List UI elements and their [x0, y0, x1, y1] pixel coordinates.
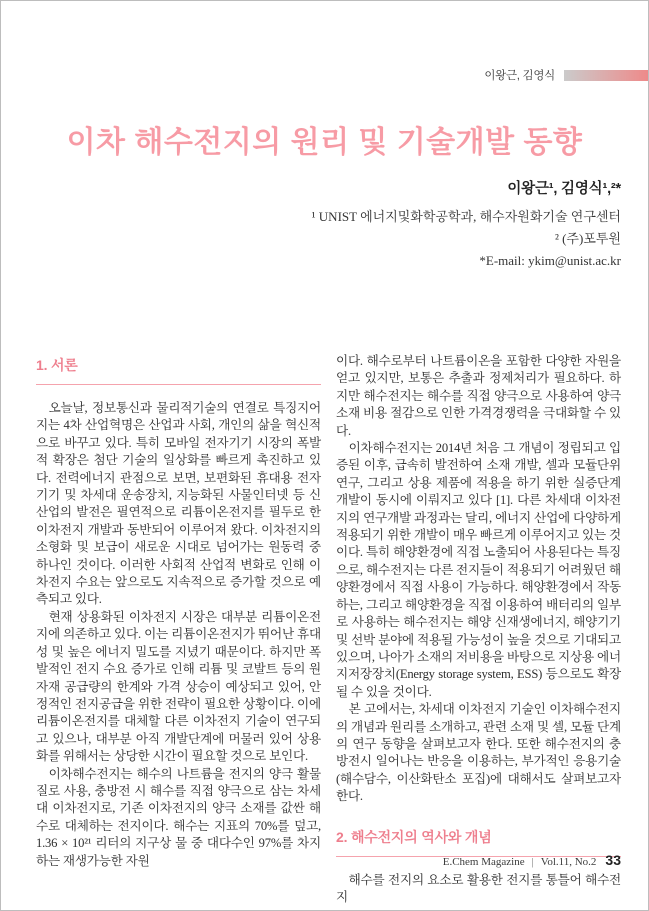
footer-divider: | — [531, 856, 534, 868]
header-accent-bar — [564, 70, 648, 81]
byline-block — [312, 177, 621, 272]
running-head — [484, 67, 648, 83]
body-paragraph-continuation: 이다. 해수로부터 나트륨이온을 포함한 다양한 자원을 얻고 있지만, 보통은 추출과 정제처리가 필요하다. 하지만 해수전지는 해수를 직접 양극으로 사용하여 양극소재 비용 절감으로 인한 가격경쟁력을 극대화할 수 있다. — [336, 354, 621, 438]
section-heading-history: 2. 해수전지의 역사와 개념 — [336, 825, 621, 857]
body-paragraph: 오늘날, 정보통신과 물리적기술의 연결로 특징지어지는 4차 산업혁명은 산업과 사회, 개인의 삶을 혁신적으로 바꾸고 있다. 특히 모바일 전자기기 시장의 폭발적 확장은 첨단 기술의 일상화를 빠르게 촉진하고 있다. 전력에너지 관점으로 보면, 보편화된 휴대용 전자기기 및 차세대 운송장치, 지능화된 사물인터넷 등 신산업의 발전은 필연적으로 리튬이온전지를 필두로 한 이차전지 개발과 동반되어 이루어져 왔다. 이차전지의 소형화 및 보급이 새로운 시대로 넘어가는 원동력 중 하나인 것이다. 이러한 사회적 산업적 변화로 인해 이차전지 수요는 앞으로도 지속적으로 증가할 것으로 예측되고 있다. — [36, 401, 321, 607]
author-names: 이왕근¹, 김영식¹,²* — [507, 181, 621, 197]
left-column — [36, 353, 321, 906]
page-number: 33 — [605, 852, 621, 868]
corresponding-email: *E-mail: ykim@unist.ac.kr — [479, 253, 621, 268]
affiliation-2: ² (주)포투원 — [554, 231, 621, 246]
article-title: 이차 해수전지의 원리 및 기술개발 동향 — [66, 126, 583, 159]
article-body — [36, 353, 621, 906]
body-paragraph: 해수를 전지의 요소로 활용한 전지를 통틀어 해수전지 — [336, 872, 621, 904]
issue-info: Vol.11, No.2 — [540, 856, 597, 868]
body-paragraph: 이차해수전지는 2014년 처음 그 개념이 정립되고 입증된 이후, 급속히 발전하여 소재 개발, 셀과 모듈단위 연구, 그리고 상용 제품에 적용을 하기 위한 실증단계 개발이 동시에 이뤄지고 있다 [1]. 다른 차세대 이차전지의 연구개발 과정과는 달리, 에너지 산업에 다양하게 적용되기 위한 개발이 매우 빠르게 이루어지고 있는 것이다. 특히 해양환경에 직접 노출되어 사용된다는 특징으로, 해수전지는 다른 전지들이 적용되기 어려웠던 해양환경에서 직접 사용이 가능하다. 해양환경에서 작동하는, 그리고 해양환경을 직접 이용하여 배터리의 일부로 사용하는 해수전지는 해양 신재생에너지, 해양기기 및 선박 분야에 적용될 가능성이 높을 것으로 기대되고 있으며, 나아가 소재의 저비용을 바탕으로 지상용 에너지저장장치(Energy storage system, ESS) 등으로도 확장될 수 있을 것이다. — [336, 441, 621, 699]
right-column — [336, 353, 621, 906]
journal-name: E.Chem Magazine — [442, 856, 525, 868]
page-footer — [443, 852, 621, 868]
section-heading-intro: 1. 서론 — [36, 353, 321, 385]
affiliation-1: ¹ UNIST 에너지및화학공학과, 해수자원화기술 연구센터 — [311, 209, 621, 224]
body-paragraph: 본 고에서는, 차세대 이차전지 기술인 이차해수전지의 개념과 원리를 소개하고, 관련 소재 및 셀, 모듈 단계의 연구 동향을 살펴보고자 한다. 또한 해수전지의 충방전시 일어나는 반응을 이용하는, 부가적인 응용기술(해수담수, 이산화탄소 포집)에 대해서도 살펴보고자 한다. — [336, 702, 621, 804]
body-paragraph: 현재 상용화된 이차전지 시장은 대부분 리튬이온전지에 의존하고 있다. 이는 리튬이온전지가 뛰어난 휴대성 및 높은 에너지 밀도를 지녔기 때문이다. 하지만 폭발적인 전지 수요 증가로 인해 리튬 및 코발트 등의 원자재 공급량의 한계와 가격 상승이 예상되고 있어, 안정적인 전지공급을 위한 전략이 필요한 상황이다. 이에 리튬이온전지를 대체할 다른 이차전지 기술이 연구되고 있으나, 대부분 아직 개발단계에 머물러 있어 상용화를 위해서는 상당한 시간이 필요할 것으로 보인다. — [36, 609, 321, 764]
running-head-authors: 이왕근, 김영식 — [484, 70, 555, 82]
body-paragraph: 이차해수전지는 해수의 나트륨을 전지의 양극 활물질로 사용, 충방전 시 해수를 직접 양극으로 삼는 차세대 이차전지로, 기존 이차전지의 양극 소재를 값싼 해수로 대체하는 전지이다. 해수는 지표의 70%를 덮고, 1.36 × 10²¹ 리터의 지구상 물 중 대다수인 97%를 차지하는 재생가능한 자원 — [36, 766, 321, 868]
